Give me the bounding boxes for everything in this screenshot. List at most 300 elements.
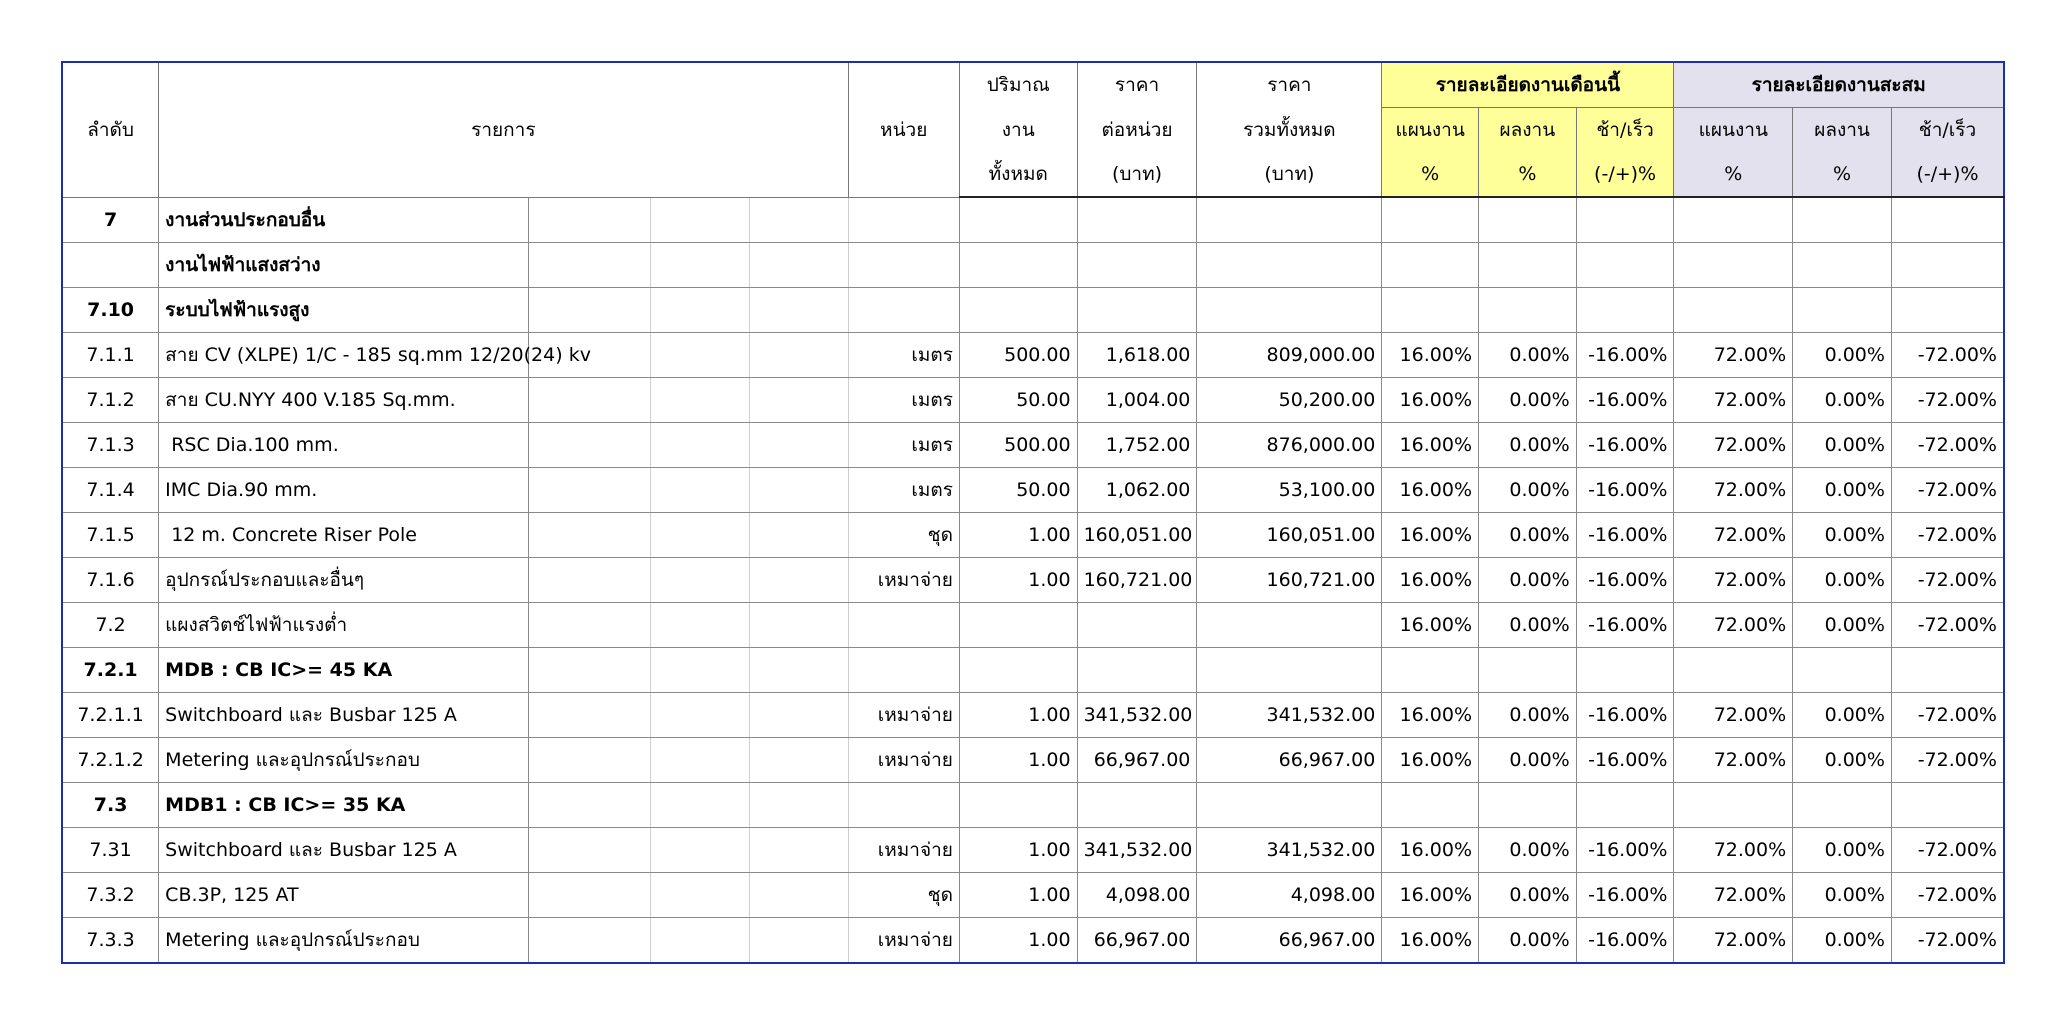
header-month-variance-1: ช้า/เร็ว — [1576, 108, 1674, 153]
cell-cum-result: 0.00% — [1793, 468, 1892, 513]
cell-item: RSC Dia.100 mm. — [159, 423, 529, 468]
item-subcell — [529, 197, 651, 243]
cell-cum-variance: -72.00% — [1891, 423, 2004, 468]
cell-total-price: 809,000.00 — [1197, 333, 1382, 378]
table-row — [62, 423, 2004, 468]
cell-unit-price: 1,752.00 — [1077, 423, 1197, 468]
item-subcell — [749, 513, 848, 558]
cell-no: 7.2.1.2 — [62, 738, 159, 783]
cell-month-plan: 16.00% — [1382, 378, 1479, 423]
cell-cum-variance: -72.00% — [1891, 378, 2004, 423]
cell-unit-price — [1077, 197, 1197, 243]
cell-cum-result: 0.00% — [1793, 918, 1892, 964]
cell-no: 7.10 — [62, 288, 159, 333]
cell-unit — [848, 648, 959, 693]
cell-cum-plan: 72.00% — [1674, 828, 1793, 873]
cell-cum-result: 0.00% — [1793, 828, 1892, 873]
item-subcell — [529, 918, 651, 964]
cell-cum-variance: -72.00% — [1891, 828, 2004, 873]
cell-unit: เหมาจ่าย — [848, 558, 959, 603]
cell-month-variance: -16.00% — [1576, 513, 1674, 558]
header-cumulative-group: รายละเอียดงานสะสม — [1674, 62, 2004, 108]
cell-unit-price: 1,004.00 — [1077, 378, 1197, 423]
cell-month-variance: -16.00% — [1576, 693, 1674, 738]
cell-unit — [848, 288, 959, 333]
cell-unit: ชุด — [848, 873, 959, 918]
cell-month-variance: -16.00% — [1576, 738, 1674, 783]
cell-month-result: 0.00% — [1479, 738, 1577, 783]
cell-total-price — [1197, 243, 1382, 288]
cell-unit-price: 341,532.00 — [1077, 828, 1197, 873]
cell-total-price — [1197, 197, 1382, 243]
cell-cum-variance: -72.00% — [1891, 918, 2004, 964]
cell-cum-variance: -72.00% — [1891, 468, 2004, 513]
cell-total-price: 66,967.00 — [1197, 918, 1382, 964]
cell-no: 7.1.1 — [62, 333, 159, 378]
item-subcell — [529, 783, 651, 828]
cell-cum-variance: -72.00% — [1891, 693, 2004, 738]
cell-month-variance: -16.00% — [1576, 918, 1674, 964]
header-unit-price-2: ต่อหน่วย — [1077, 108, 1197, 153]
cell-month-plan: 16.00% — [1382, 738, 1479, 783]
cell-month-result: 0.00% — [1479, 873, 1577, 918]
cell-cum-plan: 72.00% — [1674, 558, 1793, 603]
cell-cum-variance — [1891, 197, 2004, 243]
item-subcell — [749, 468, 848, 513]
cell-cum-variance: -72.00% — [1891, 873, 2004, 918]
cell-cum-result: 0.00% — [1793, 603, 1892, 648]
table-row — [62, 648, 2004, 693]
cell-total-price: 341,532.00 — [1197, 693, 1382, 738]
cell-cum-plan — [1674, 783, 1793, 828]
cell-unit: เหมาจ่าย — [848, 738, 959, 783]
cell-item: MDB : CB IC>= 45 KA — [159, 648, 529, 693]
cell-cum-result — [1793, 648, 1892, 693]
cell-cum-plan: 72.00% — [1674, 693, 1793, 738]
item-subcell — [529, 738, 651, 783]
item-subcell — [650, 828, 749, 873]
cell-month-variance: -16.00% — [1576, 423, 1674, 468]
item-subcell — [749, 333, 848, 378]
cell-no: 7.1.6 — [62, 558, 159, 603]
cell-month-plan — [1382, 783, 1479, 828]
cell-month-variance — [1576, 243, 1674, 288]
cell-unit: เมตร — [848, 333, 959, 378]
header-total-price-2: รวมทั้งหมด — [1197, 108, 1382, 153]
cell-month-variance — [1576, 648, 1674, 693]
cell-item: IMC Dia.90 mm. — [159, 468, 529, 513]
cell-month-variance — [1576, 288, 1674, 333]
cell-qty: 1.00 — [959, 738, 1077, 783]
item-subcell — [749, 738, 848, 783]
cell-total-price: 66,967.00 — [1197, 738, 1382, 783]
cell-month-result: 0.00% — [1479, 468, 1577, 513]
cell-no: 7.1.5 — [62, 513, 159, 558]
cell-unit: เหมาจ่าย — [848, 918, 959, 964]
cell-total-price — [1197, 783, 1382, 828]
header-total-price-1: ราคา — [1197, 62, 1382, 108]
cell-cum-result — [1793, 243, 1892, 288]
header-cum-plan-1: แผนงาน — [1674, 108, 1793, 153]
cell-month-plan — [1382, 243, 1479, 288]
item-subcell — [529, 468, 651, 513]
cell-cum-variance — [1891, 243, 2004, 288]
table-row — [62, 288, 2004, 333]
cell-month-plan — [1382, 648, 1479, 693]
cell-month-plan: 16.00% — [1382, 873, 1479, 918]
cell-total-price — [1197, 603, 1382, 648]
item-subcell — [650, 378, 749, 423]
cell-month-plan — [1382, 197, 1479, 243]
cell-unit-price: 160,051.00 — [1077, 513, 1197, 558]
cell-unit-price: 4,098.00 — [1077, 873, 1197, 918]
cell-unit-price — [1077, 603, 1197, 648]
cell-cum-variance: -72.00% — [1891, 513, 2004, 558]
cell-month-plan: 16.00% — [1382, 468, 1479, 513]
item-subcell — [749, 378, 848, 423]
cell-item: สาย CU.NYY 400 V.185 Sq.mm. — [159, 378, 529, 423]
table-row — [62, 333, 2004, 378]
cell-month-variance — [1576, 783, 1674, 828]
cell-item: Metering และอุปกรณ์ประกอบ — [159, 918, 529, 964]
cell-total-price: 4,098.00 — [1197, 873, 1382, 918]
item-subcell — [650, 468, 749, 513]
header-cum-result-2: % — [1793, 152, 1892, 197]
cell-month-plan: 16.00% — [1382, 333, 1479, 378]
cell-qty — [959, 783, 1077, 828]
item-subcell — [529, 603, 651, 648]
cell-month-result: 0.00% — [1479, 423, 1577, 468]
cell-cum-variance: -72.00% — [1891, 333, 2004, 378]
cell-qty: 1.00 — [959, 558, 1077, 603]
cell-total-price: 50,200.00 — [1197, 378, 1382, 423]
cell-unit — [848, 603, 959, 648]
cell-cum-plan: 72.00% — [1674, 603, 1793, 648]
cell-month-result: 0.00% — [1479, 513, 1577, 558]
cell-month-result: 0.00% — [1479, 603, 1577, 648]
header-qty-1: ปริมาณ — [959, 62, 1077, 108]
item-subcell — [650, 648, 749, 693]
cell-total-price: 160,721.00 — [1197, 558, 1382, 603]
item-subcell — [749, 243, 848, 288]
cell-cum-result: 0.00% — [1793, 423, 1892, 468]
cell-cum-result: 0.00% — [1793, 873, 1892, 918]
cell-cum-plan: 72.00% — [1674, 513, 1793, 558]
cell-unit-price: 341,532.00 — [1077, 693, 1197, 738]
cell-no: 7 — [62, 197, 159, 243]
cell-month-result: 0.00% — [1479, 378, 1577, 423]
cell-cum-result — [1793, 783, 1892, 828]
cell-qty — [959, 197, 1077, 243]
cell-qty: 1.00 — [959, 513, 1077, 558]
cell-no: 7.1.3 — [62, 423, 159, 468]
cell-no: 7.1.4 — [62, 468, 159, 513]
cell-month-result: 0.00% — [1479, 828, 1577, 873]
header-cum-variance-1: ช้า/เร็ว — [1891, 108, 2004, 153]
cell-cum-result: 0.00% — [1793, 378, 1892, 423]
item-subcell — [529, 648, 651, 693]
cell-total-price — [1197, 648, 1382, 693]
cell-item: Switchboard และ Busbar 125 A — [159, 693, 529, 738]
cell-qty: 500.00 — [959, 423, 1077, 468]
item-subcell — [749, 648, 848, 693]
cell-month-result — [1479, 243, 1577, 288]
header-no: ลำดับ — [62, 62, 159, 197]
cell-total-price: 341,532.00 — [1197, 828, 1382, 873]
item-subcell — [749, 918, 848, 964]
item-subcell — [749, 783, 848, 828]
cell-unit: เหมาจ่าย — [848, 828, 959, 873]
cell-cum-result: 0.00% — [1793, 333, 1892, 378]
cell-cum-plan: 72.00% — [1674, 423, 1793, 468]
cell-month-result: 0.00% — [1479, 333, 1577, 378]
item-subcell — [650, 333, 749, 378]
cell-month-plan: 16.00% — [1382, 513, 1479, 558]
header-month-plan-2: % — [1382, 152, 1479, 197]
header-qty-2: งาน — [959, 108, 1077, 153]
cell-unit-price: 66,967.00 — [1077, 918, 1197, 964]
cell-qty: 1.00 — [959, 693, 1077, 738]
table-row — [62, 468, 2004, 513]
cell-unit-price: 160,721.00 — [1077, 558, 1197, 603]
item-subcell — [749, 693, 848, 738]
header-total-price-3: (บาท) — [1197, 152, 1382, 197]
cell-item: Metering และอุปกรณ์ประกอบ — [159, 738, 529, 783]
item-subcell — [650, 423, 749, 468]
cell-cum-plan: 72.00% — [1674, 378, 1793, 423]
cell-cum-plan — [1674, 243, 1793, 288]
cell-no — [62, 243, 159, 288]
cell-unit-price — [1077, 783, 1197, 828]
cell-unit-price: 1,618.00 — [1077, 333, 1197, 378]
header-month-result-2: % — [1479, 152, 1577, 197]
cell-unit — [848, 197, 959, 243]
table-row — [62, 693, 2004, 738]
item-subcell — [749, 423, 848, 468]
cell-month-variance: -16.00% — [1576, 333, 1674, 378]
item-subcell — [749, 873, 848, 918]
table-row — [62, 513, 2004, 558]
cell-cum-variance — [1891, 783, 2004, 828]
table-row — [62, 873, 2004, 918]
table-row — [62, 603, 2004, 648]
cell-month-variance: -16.00% — [1576, 603, 1674, 648]
item-subcell — [650, 288, 749, 333]
cell-unit: เมตร — [848, 468, 959, 513]
cell-cum-plan: 72.00% — [1674, 468, 1793, 513]
cell-total-price: 160,051.00 — [1197, 513, 1382, 558]
cell-unit — [848, 783, 959, 828]
header-cum-variance-2: (-/+)% — [1891, 152, 2004, 197]
cell-total-price — [1197, 288, 1382, 333]
header-month-result-1: ผลงาน — [1479, 108, 1577, 153]
cell-total-price: 53,100.00 — [1197, 468, 1382, 513]
item-subcell — [650, 738, 749, 783]
cell-cum-result — [1793, 197, 1892, 243]
table-body — [62, 197, 2004, 963]
cell-month-plan: 16.00% — [1382, 828, 1479, 873]
item-subcell — [529, 873, 651, 918]
cell-unit: เหมาจ่าย — [848, 693, 959, 738]
cell-month-variance: -16.00% — [1576, 828, 1674, 873]
cell-cum-plan: 72.00% — [1674, 738, 1793, 783]
cell-qty: 1.00 — [959, 828, 1077, 873]
table-row — [62, 918, 2004, 964]
cell-month-plan: 16.00% — [1382, 693, 1479, 738]
cell-unit: เมตร — [848, 423, 959, 468]
table-row — [62, 197, 2004, 243]
item-subcell — [529, 828, 651, 873]
cell-unit-price: 1,062.00 — [1077, 468, 1197, 513]
cell-item: 12 m. Concrete Riser Pole — [159, 513, 529, 558]
cell-no: 7.2.1 — [62, 648, 159, 693]
header-month-group: รายละเอียดงานเดือนนี้ — [1382, 62, 1674, 108]
cell-item: อุปกรณ์ประกอบและอื่นๆ — [159, 558, 529, 603]
cell-item: CB.3P, 125 AT — [159, 873, 529, 918]
cell-qty — [959, 648, 1077, 693]
cell-unit-price — [1077, 648, 1197, 693]
table-row — [62, 828, 2004, 873]
cell-item: Switchboard และ Busbar 125 A — [159, 828, 529, 873]
cell-cum-variance: -72.00% — [1891, 558, 2004, 603]
cell-qty: 1.00 — [959, 873, 1077, 918]
cell-month-result: 0.00% — [1479, 693, 1577, 738]
cell-month-plan: 16.00% — [1382, 423, 1479, 468]
cell-cum-plan — [1674, 648, 1793, 693]
cell-item: ระบบไฟฟ้าแรงสูง — [159, 288, 529, 333]
item-subcell — [529, 558, 651, 603]
item-subcell — [650, 243, 749, 288]
item-subcell — [650, 918, 749, 964]
header-month-plan-1: แผนงาน — [1382, 108, 1479, 153]
item-subcell — [650, 693, 749, 738]
table-row — [62, 378, 2004, 423]
item-subcell — [650, 783, 749, 828]
cell-cum-result — [1793, 288, 1892, 333]
table-row — [62, 783, 2004, 828]
cell-cum-result: 0.00% — [1793, 693, 1892, 738]
item-subcell — [650, 513, 749, 558]
cell-cum-plan: 72.00% — [1674, 333, 1793, 378]
cell-cum-result: 0.00% — [1793, 558, 1892, 603]
cell-month-variance: -16.00% — [1576, 558, 1674, 603]
item-subcell — [749, 828, 848, 873]
cell-item: งานส่วนประกอบอื่น — [159, 197, 529, 243]
header-item: รายการ — [159, 62, 848, 197]
cell-item: MDB1 : CB IC>= 35 KA — [159, 783, 529, 828]
cell-month-result — [1479, 783, 1577, 828]
cell-unit — [848, 243, 959, 288]
item-subcell — [529, 243, 651, 288]
cell-month-result: 0.00% — [1479, 918, 1577, 964]
item-subcell — [529, 288, 651, 333]
item-subcell — [650, 603, 749, 648]
cell-no: 7.31 — [62, 828, 159, 873]
header-qty-3: ทั้งหมด — [959, 152, 1077, 197]
cell-qty: 50.00 — [959, 468, 1077, 513]
cell-unit-price — [1077, 288, 1197, 333]
cell-cum-plan — [1674, 197, 1793, 243]
cell-item: งานไฟฟ้าแสงสว่าง — [159, 243, 529, 288]
cell-no: 7.2 — [62, 603, 159, 648]
cell-total-price: 876,000.00 — [1197, 423, 1382, 468]
cell-cum-result: 0.00% — [1793, 513, 1892, 558]
cell-unit-price: 66,967.00 — [1077, 738, 1197, 783]
boq-sheet — [61, 61, 2005, 967]
item-subcell — [529, 423, 651, 468]
item-subcell — [650, 197, 749, 243]
cell-cum-variance — [1891, 648, 2004, 693]
item-subcell — [749, 197, 848, 243]
cell-qty — [959, 243, 1077, 288]
cell-cum-variance: -72.00% — [1891, 738, 2004, 783]
cell-month-result — [1479, 197, 1577, 243]
item-subcell — [749, 603, 848, 648]
item-subcell — [529, 513, 651, 558]
progress-table — [61, 61, 2005, 964]
cell-month-plan: 16.00% — [1382, 918, 1479, 964]
cell-month-plan: 16.00% — [1382, 558, 1479, 603]
cell-item: แผงสวิตช์ไฟฟ้าแรงต่ำ — [159, 603, 529, 648]
cell-month-plan: 16.00% — [1382, 603, 1479, 648]
cell-month-variance: -16.00% — [1576, 468, 1674, 513]
cell-month-plan — [1382, 288, 1479, 333]
cell-month-variance — [1576, 197, 1674, 243]
cell-cum-result: 0.00% — [1793, 738, 1892, 783]
cell-item: สาย CV (XLPE) 1/C - 185 sq.mm 12/20(24) kv — [159, 333, 529, 378]
cell-qty: 1.00 — [959, 918, 1077, 964]
cell-month-variance: -16.00% — [1576, 378, 1674, 423]
item-subcell — [650, 558, 749, 603]
table-row — [62, 738, 2004, 783]
table-row — [62, 243, 2004, 288]
header-cum-plan-2: % — [1674, 152, 1793, 197]
cell-month-result: 0.00% — [1479, 558, 1577, 603]
cell-no: 7.3.2 — [62, 873, 159, 918]
item-subcell — [529, 378, 651, 423]
header-month-variance-2: (-/+)% — [1576, 152, 1674, 197]
cell-unit-price — [1077, 243, 1197, 288]
table-row — [62, 558, 2004, 603]
item-subcell — [650, 873, 749, 918]
cell-no: 7.3 — [62, 783, 159, 828]
cell-qty — [959, 288, 1077, 333]
cell-no: 7.3.3 — [62, 918, 159, 964]
cell-cum-plan: 72.00% — [1674, 918, 1793, 964]
cell-qty: 500.00 — [959, 333, 1077, 378]
cell-qty: 50.00 — [959, 378, 1077, 423]
cell-unit: ชุด — [848, 513, 959, 558]
cell-month-variance: -16.00% — [1576, 873, 1674, 918]
cell-no: 7.1.2 — [62, 378, 159, 423]
header-unit-price-1: ราคา — [1077, 62, 1197, 108]
cell-cum-variance: -72.00% — [1891, 603, 2004, 648]
cell-month-result — [1479, 288, 1577, 333]
cell-unit: เมตร — [848, 378, 959, 423]
cell-qty — [959, 603, 1077, 648]
cell-cum-variance — [1891, 288, 2004, 333]
header-unit: หน่วย — [848, 62, 959, 197]
header-cum-result-1: ผลงาน — [1793, 108, 1892, 153]
cell-cum-plan: 72.00% — [1674, 873, 1793, 918]
cell-month-result — [1479, 648, 1577, 693]
item-subcell — [749, 558, 848, 603]
item-subcell — [529, 693, 651, 738]
cell-cum-plan — [1674, 288, 1793, 333]
cell-no: 7.2.1.1 — [62, 693, 159, 738]
item-subcell — [749, 288, 848, 333]
header-unit-price-3: (บาท) — [1077, 152, 1197, 197]
